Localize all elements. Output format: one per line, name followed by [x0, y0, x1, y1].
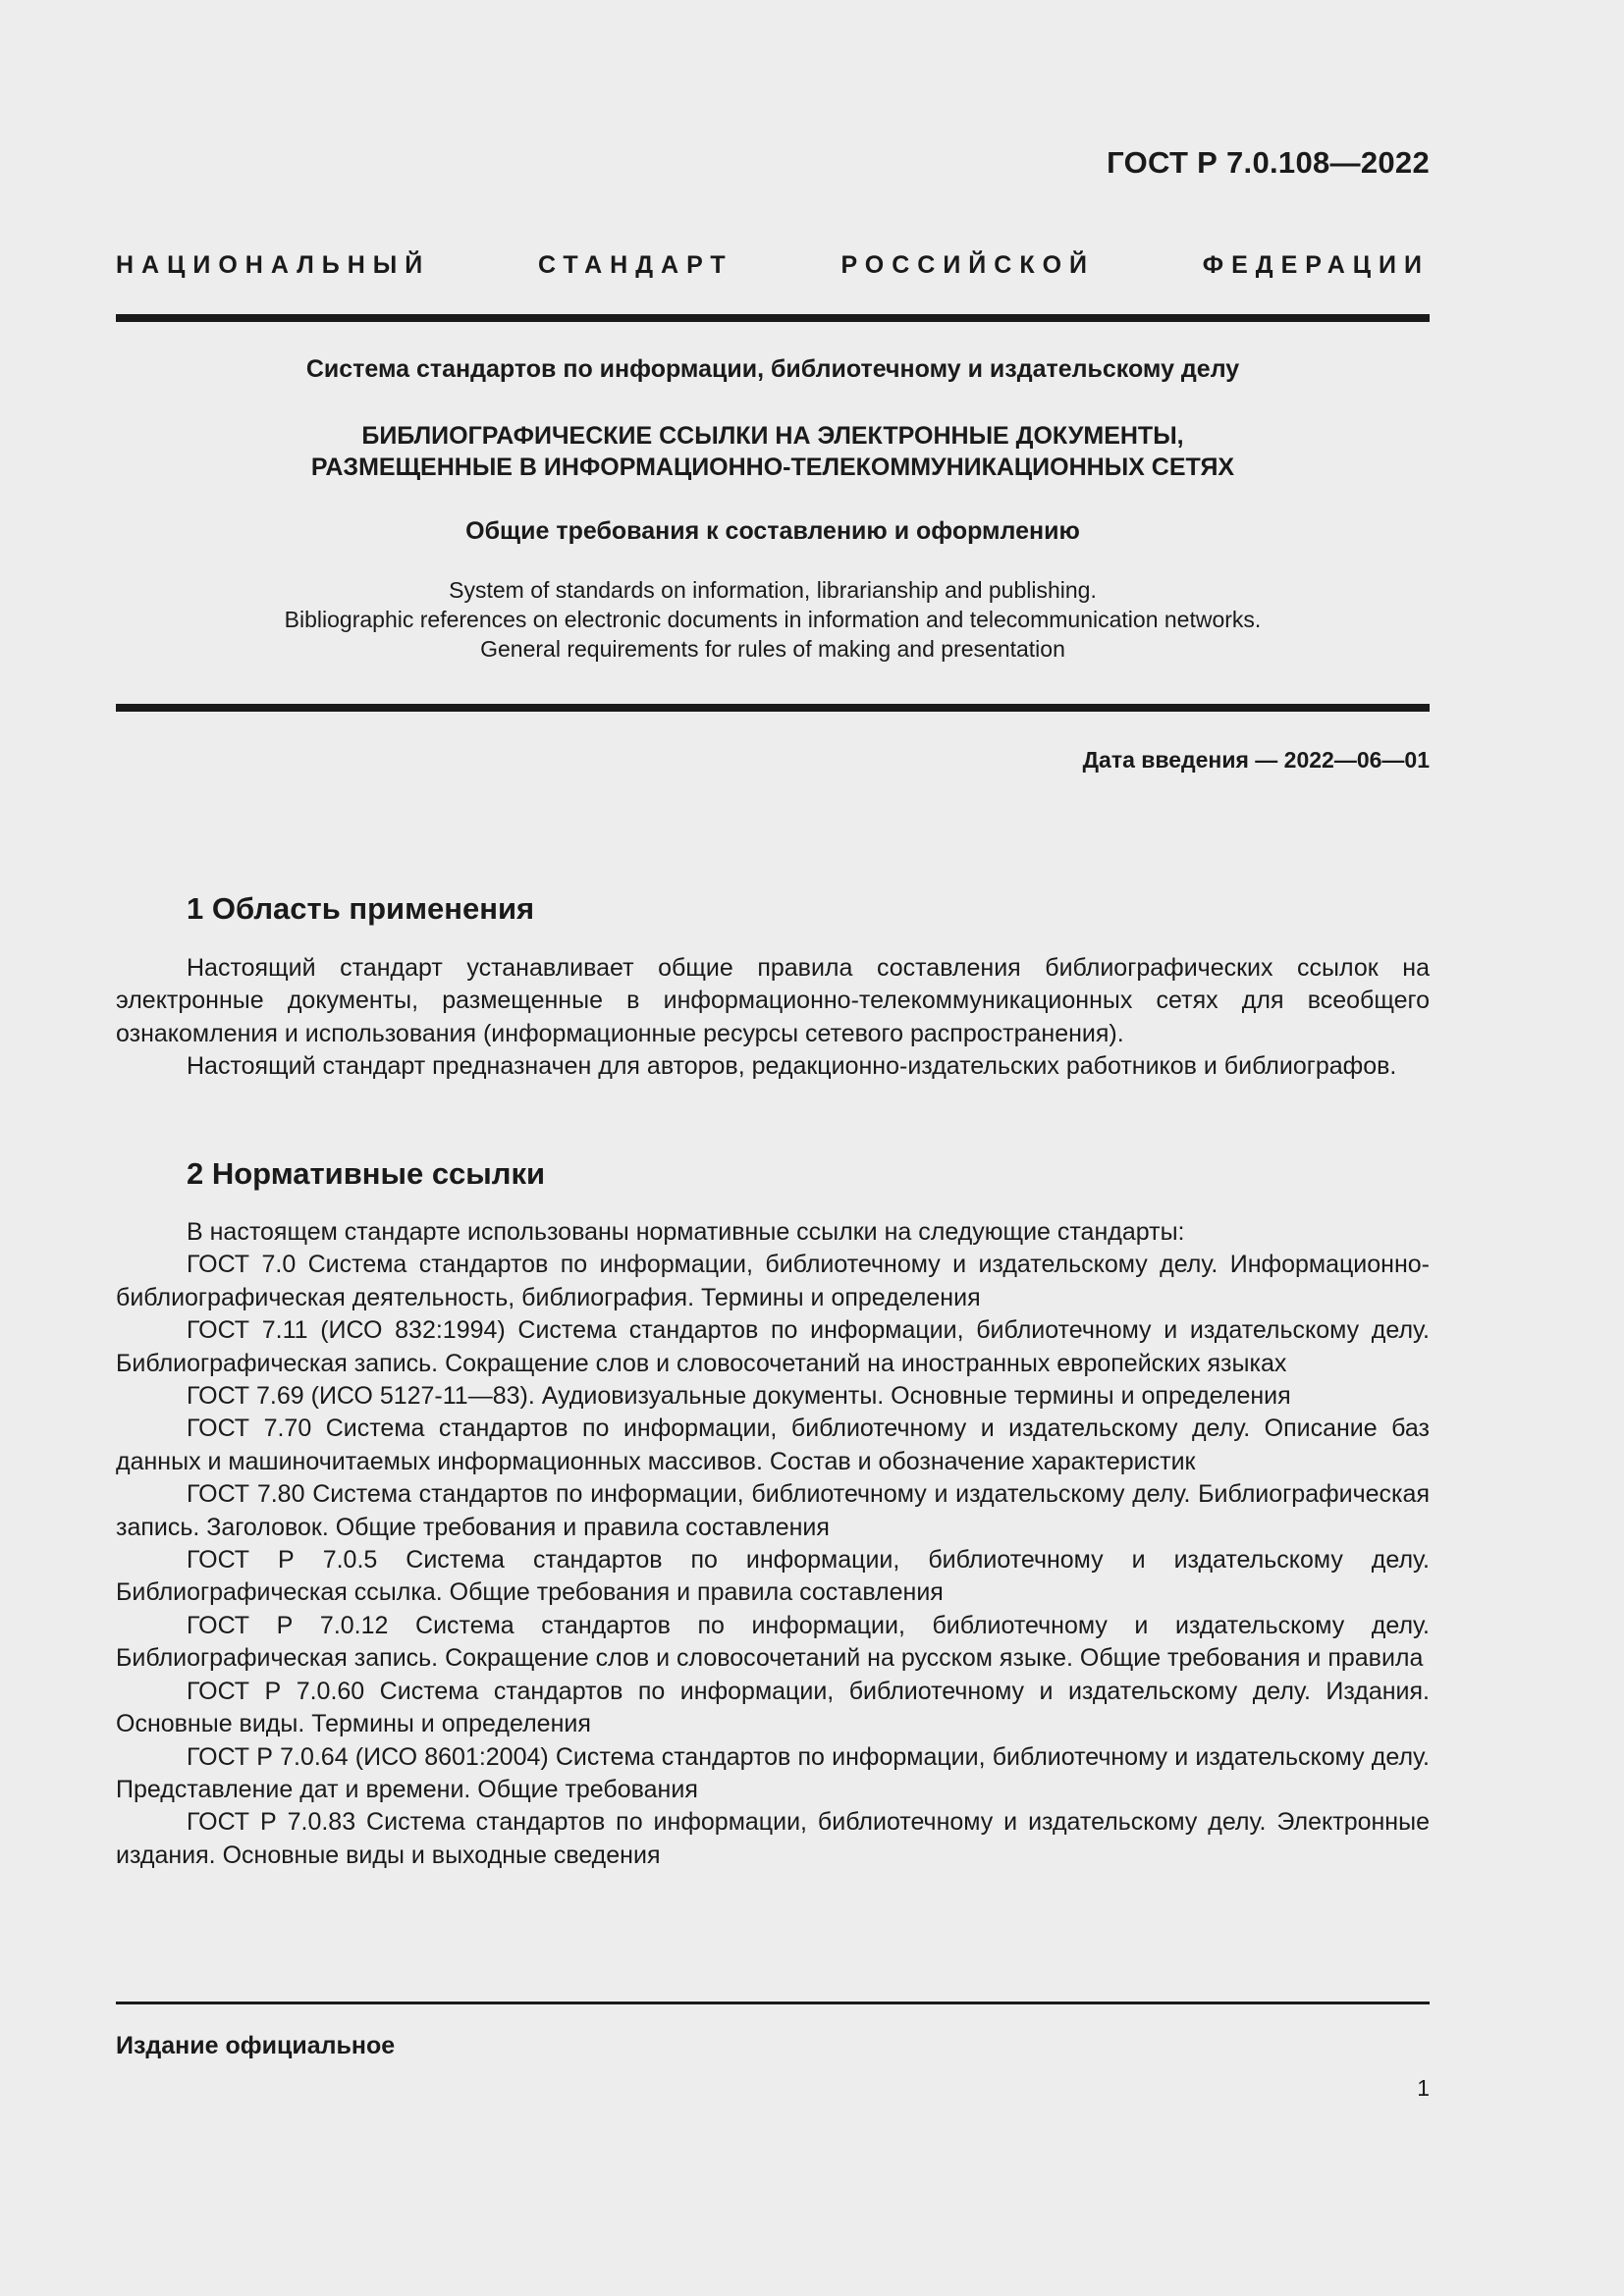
title-line-1: БИБЛИОГРАФИЧЕСКИЕ ССЫЛКИ НА ЭЛЕКТРОННЫЕ ДОКУМЕНТЫ,: [361, 422, 1184, 450]
subtitle: Общие требования к составлению и оформлению: [465, 517, 1080, 545]
reference-item: ГОСТ 7.70 Система стандартов по информации, библиотечному и издательскому делу. Описание баз данных и машиночитаемых информационных массивов. Состав и обозначение характеристик: [116, 1415, 1430, 1475]
section-2-body: [116, 1216, 1430, 1872]
paragraph: В настоящем стандарте использованы нормативные ссылки на следующие стандарты:: [187, 1218, 1185, 1246]
reference-item: ГОСТ 7.11 (ИСО 832:1994) Система стандартов по информации, библиотечному и издательскому делу. Библиографическая запись. Сокращение слов и словосочетаний на иностранных европейских языках: [116, 1316, 1430, 1377]
reference-item: ГОСТ Р 7.0.5 Система стандартов по информации, библиотечному и издательскому делу. Библиографическая ссылка. Общие требования и правила составления: [116, 1546, 1430, 1607]
english-title-line-3: General requirements for rules of making and presentation: [480, 636, 1065, 662]
reference-item: ГОСТ 7.80 Система стандартов по информации, библиотечному и издательскому делу. Библиографическая запись. Заголовок. Общие требования и правила составления: [116, 1480, 1430, 1541]
reference-item: ГОСТ Р 7.0.83 Система стандартов по информации, библиотечному и издательскому делу. Электронные издания. Основные виды и выходные сведения: [116, 1808, 1430, 1869]
gost-number: ГОСТ Р 7.0.108—2022: [1107, 145, 1430, 180]
reference-item: ГОСТ Р 7.0.60 Система стандартов по информации, библиотечному и издательскому делу. Издания. Основные виды. Термины и определения: [116, 1677, 1430, 1738]
reference-item: ГОСТ 7.69 (ИСО 5127-11—83). Аудиовизуальные документы. Основные термины и определения: [187, 1382, 1291, 1411]
standard-series: Система стандартов по информации, библиотечному и издательскому делу: [305, 355, 1240, 383]
reference-item: ГОСТ 7.0 Система стандартов по информации, библиотечному и издательскому делу. Информационно-библиографическая деятельность, библиография. Термины и определения: [116, 1251, 1430, 1311]
english-title-line-2: Bibliographic references on electronic documents in information and telecommunication networks.: [284, 607, 1262, 632]
footer-rule: [116, 2002, 1430, 2004]
paragraph: Настоящий стандарт устанавливает общие правила составления библиографических ссылок на электронные документы, размещенные в информационно-телекоммуникационных сетях для всеобщего ознакомления и использования (информационные ресурсы сетевого распространения).: [116, 954, 1430, 1047]
section-2-heading: 2 Нормативные ссылки: [187, 1156, 546, 1191]
reference-item: ГОСТ Р 7.0.64 (ИСО 8601:2004) Система стандартов по информации, библиотечному и издательскому делу. Представление дат и времени. Общие требования: [116, 1742, 1430, 1803]
reference-item: ГОСТ Р 7.0.12 Система стандартов по информации, библиотечному и издательскому делу. Библиографическая запись. Сокращение слов и словосочетаний на русском языке. Общие требования и правила: [116, 1611, 1430, 1673]
page-number: 1: [1417, 2075, 1430, 2101]
section-1-body: [116, 952, 1430, 1084]
title-bottom-rule: [116, 704, 1430, 712]
official-edition-label: Издание официальное: [116, 2032, 396, 2059]
introduction-date: Дата введения — 2022—06—01: [1082, 747, 1430, 773]
title-line-2: РАЗМЕЩЕННЫЕ В ИНФОРМАЦИОННО-ТЕЛЕКОММУНИКАЦИОННЫХ СЕТЯХ: [310, 454, 1235, 481]
english-title-line-1: System of standards on information, librarianship and publishing.: [449, 577, 1097, 603]
national-standard-banner: НАЦИОНАЛЬНЫЙ СТАНДАРТ РОССИЙСКОЙ ФЕДЕРАЦИИ: [116, 251, 1430, 279]
paragraph: Настоящий стандарт предназначен для авторов, редакционно-издательских работников и библиографов.: [187, 1052, 1397, 1081]
section-1-heading: 1 Область применения: [187, 891, 535, 926]
top-rule: [116, 314, 1430, 322]
